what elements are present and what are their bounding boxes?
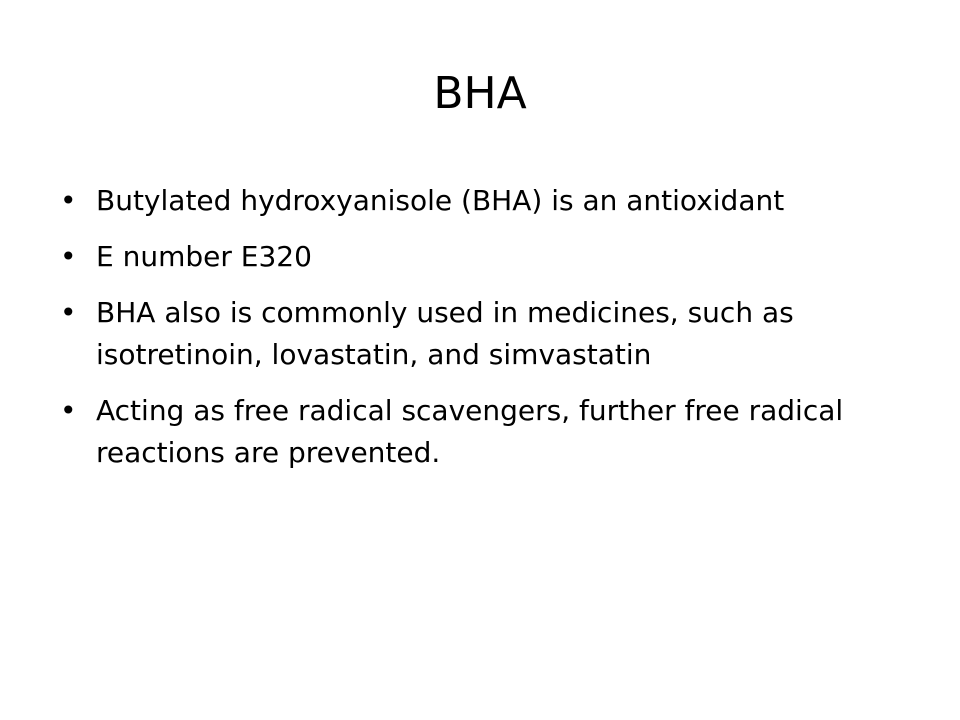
- bullet-item: [54, 180, 914, 222]
- bullet-icon: •: [60, 184, 77, 217]
- bullet-item: [54, 390, 914, 474]
- bullet-item: [54, 292, 914, 376]
- bullet-text: Butylated hydroxyanisole (BHA) is an antioxidant: [96, 184, 785, 217]
- bullet-icon: •: [60, 296, 77, 329]
- bullet-icon: •: [60, 394, 77, 427]
- bullet-icon: •: [60, 240, 77, 273]
- bullet-text: Acting as free radical scavengers, further free radical reactions are prevented.: [96, 394, 844, 469]
- bullet-list: [54, 180, 914, 488]
- bullet-text: BHA also is commonly used in medicines, such as isotretinoin, lovastatin, and simvastatin: [96, 296, 794, 371]
- bullet-item: [54, 236, 914, 278]
- slide-title: BHA: [433, 68, 527, 119]
- bullet-text: E number E320: [96, 240, 312, 273]
